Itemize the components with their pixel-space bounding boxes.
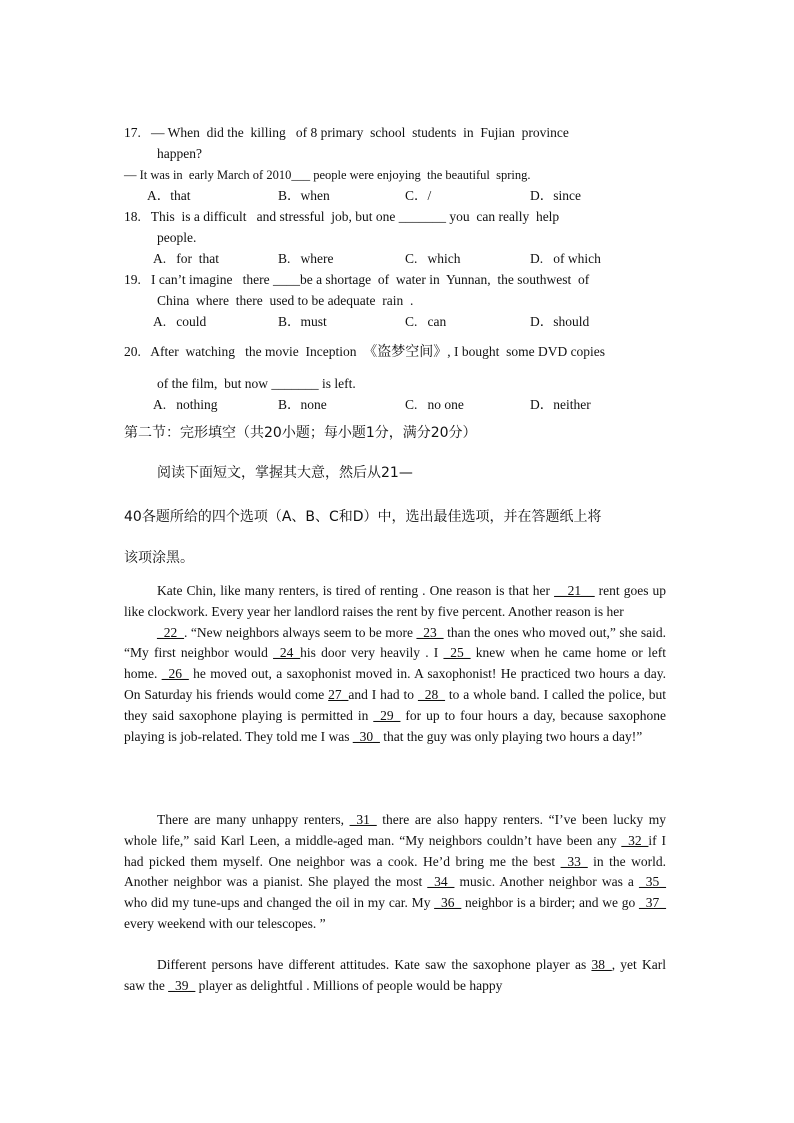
blank-33: _33_ xyxy=(560,853,588,869)
blank-34: _34_ xyxy=(427,874,455,890)
section-heading: 第二节：完形填空（共20小题；每小题1分，满分20分） xyxy=(124,425,477,441)
blank-32: _32_ xyxy=(621,832,649,848)
blank-23: _23_ xyxy=(416,624,444,640)
blank-36: _36_ xyxy=(434,895,462,911)
blank-22: _22_ xyxy=(157,624,184,640)
q20-option-b: B．none xyxy=(278,397,327,412)
blank-21: __21__ xyxy=(554,583,595,598)
question-19-stem: 19. I can’t imagine there ____be a shortage of water in Yunnan, the southwest of xyxy=(124,272,590,287)
question-17-stem: 17. — When did the killing of 8 primary school students in Fujian province xyxy=(124,125,569,140)
q20-option-a: A. nothing xyxy=(153,397,218,412)
instruction-line-3: 该项涂黑。 xyxy=(124,550,194,566)
q17-option-a: A．that xyxy=(147,188,191,203)
blank-26: _26_ xyxy=(161,666,189,682)
q19-option-d: D．should xyxy=(530,314,590,329)
question-20-stem-cont: of the film, but now _______ is left. xyxy=(157,376,356,391)
q18-option-a: A. for that xyxy=(153,251,219,266)
question-18-stem-cont: people. xyxy=(157,230,197,245)
passage-paragraph-2: There are many unhappy renters, _31_ there are also happy renters. “I’ve been lucky my whole life,” said Karl Leen, a middle-aged man. “My neighbors couldn’t have been any _32_if I had picked them myself. One neighbor was a cook. He’d bring me the best _33_ in the world. Another neighbor was a pianist. She played the most _34_ music. Another neighbor was a _35_ who did my tune-ups and changed the oil in my car. My _36_ neighbor is a birder; and we go _37_ every weekend with our telescopes. ” xyxy=(124,812,666,931)
blank-24: _24_ xyxy=(273,645,301,661)
blank-38: 38_ xyxy=(591,957,612,972)
q19-option-c: C. can xyxy=(405,314,447,329)
passage-paragraph-3: Different persons have different attitudes. Kate saw the saxophone player as 38_, yet Karl saw the _39_ player as delightful . Millions of people would be happy xyxy=(124,957,666,993)
q20-option-c: C. no one xyxy=(405,397,464,412)
q19-option-b: B．must xyxy=(278,314,327,329)
q19-option-a: A. could xyxy=(153,314,207,329)
q18-option-b: B. where xyxy=(278,251,334,266)
q17-option-d: D．since xyxy=(530,188,581,203)
question-17-stem-cont: happen? xyxy=(157,146,202,161)
blank-25: _25_ xyxy=(443,645,471,661)
question-17-answer-line: — It was in early March of 2010___ people were enjoying the beautiful spring. xyxy=(124,168,531,182)
movie-chinese-title: 《盗梦空间》 xyxy=(363,344,448,360)
instruction-line-2: 40各题所给的四个选项（A、B、C和D）中，选出最佳选项，并在答题纸上将 xyxy=(124,509,602,525)
blank-31: _31_ xyxy=(349,812,377,827)
passage-paragraph-1: Kate Chin, like many renters, is tired of renting . One reason is that her __21__ rent goes up like clockwork. Every year her landlord raises the rent by five percent. Another reason is her _22_. “New neighbors always seem to be more _23_ than the ones who moved out,” she said. “My first neighbor would _24_his door very heavily . I _25_ knew when he came home or left home. _26_ he moved out, a saxophonist moved in. A saxophonist! He practiced two hours a day. On Saturday his friends would come 27_and I had to _28_ to a whole band. I called the police, but they said saxophone playing is permitted in _29_ for up to four hours a day, because saxophone playing is job-related. They told me I was _30_ that the guy was only playing two hours a day!” xyxy=(124,583,667,744)
blank-28: _28_ xyxy=(417,686,445,702)
blank-37: _37_ xyxy=(639,895,666,911)
question-19-stem-cont: China where there used to be adequate rain . xyxy=(157,293,414,308)
blank-30: _30_ xyxy=(352,728,380,744)
blank-35: _35_ xyxy=(639,874,666,890)
instruction-line-1: 阅读下面短文，掌握其大意，然后从21— xyxy=(157,465,413,481)
blank-39: _39_ xyxy=(168,977,196,993)
q18-option-c: C. which xyxy=(405,251,461,266)
question-20-stem: 20. After watching the movie Inception 《盗梦空间》, I bought some DVD copies xyxy=(124,344,606,360)
q17-option-c: C．/ xyxy=(405,188,432,203)
question-18-stem: 18. This is a difficult and stressful job, but one _______ you can really help xyxy=(124,209,560,224)
blank-27: 27_ xyxy=(328,686,349,702)
q20-option-d: D．neither xyxy=(530,397,591,412)
q17-option-b: B．when xyxy=(278,188,330,203)
blank-29: _29_ xyxy=(373,707,401,723)
q18-option-d: D. of which xyxy=(530,251,601,266)
